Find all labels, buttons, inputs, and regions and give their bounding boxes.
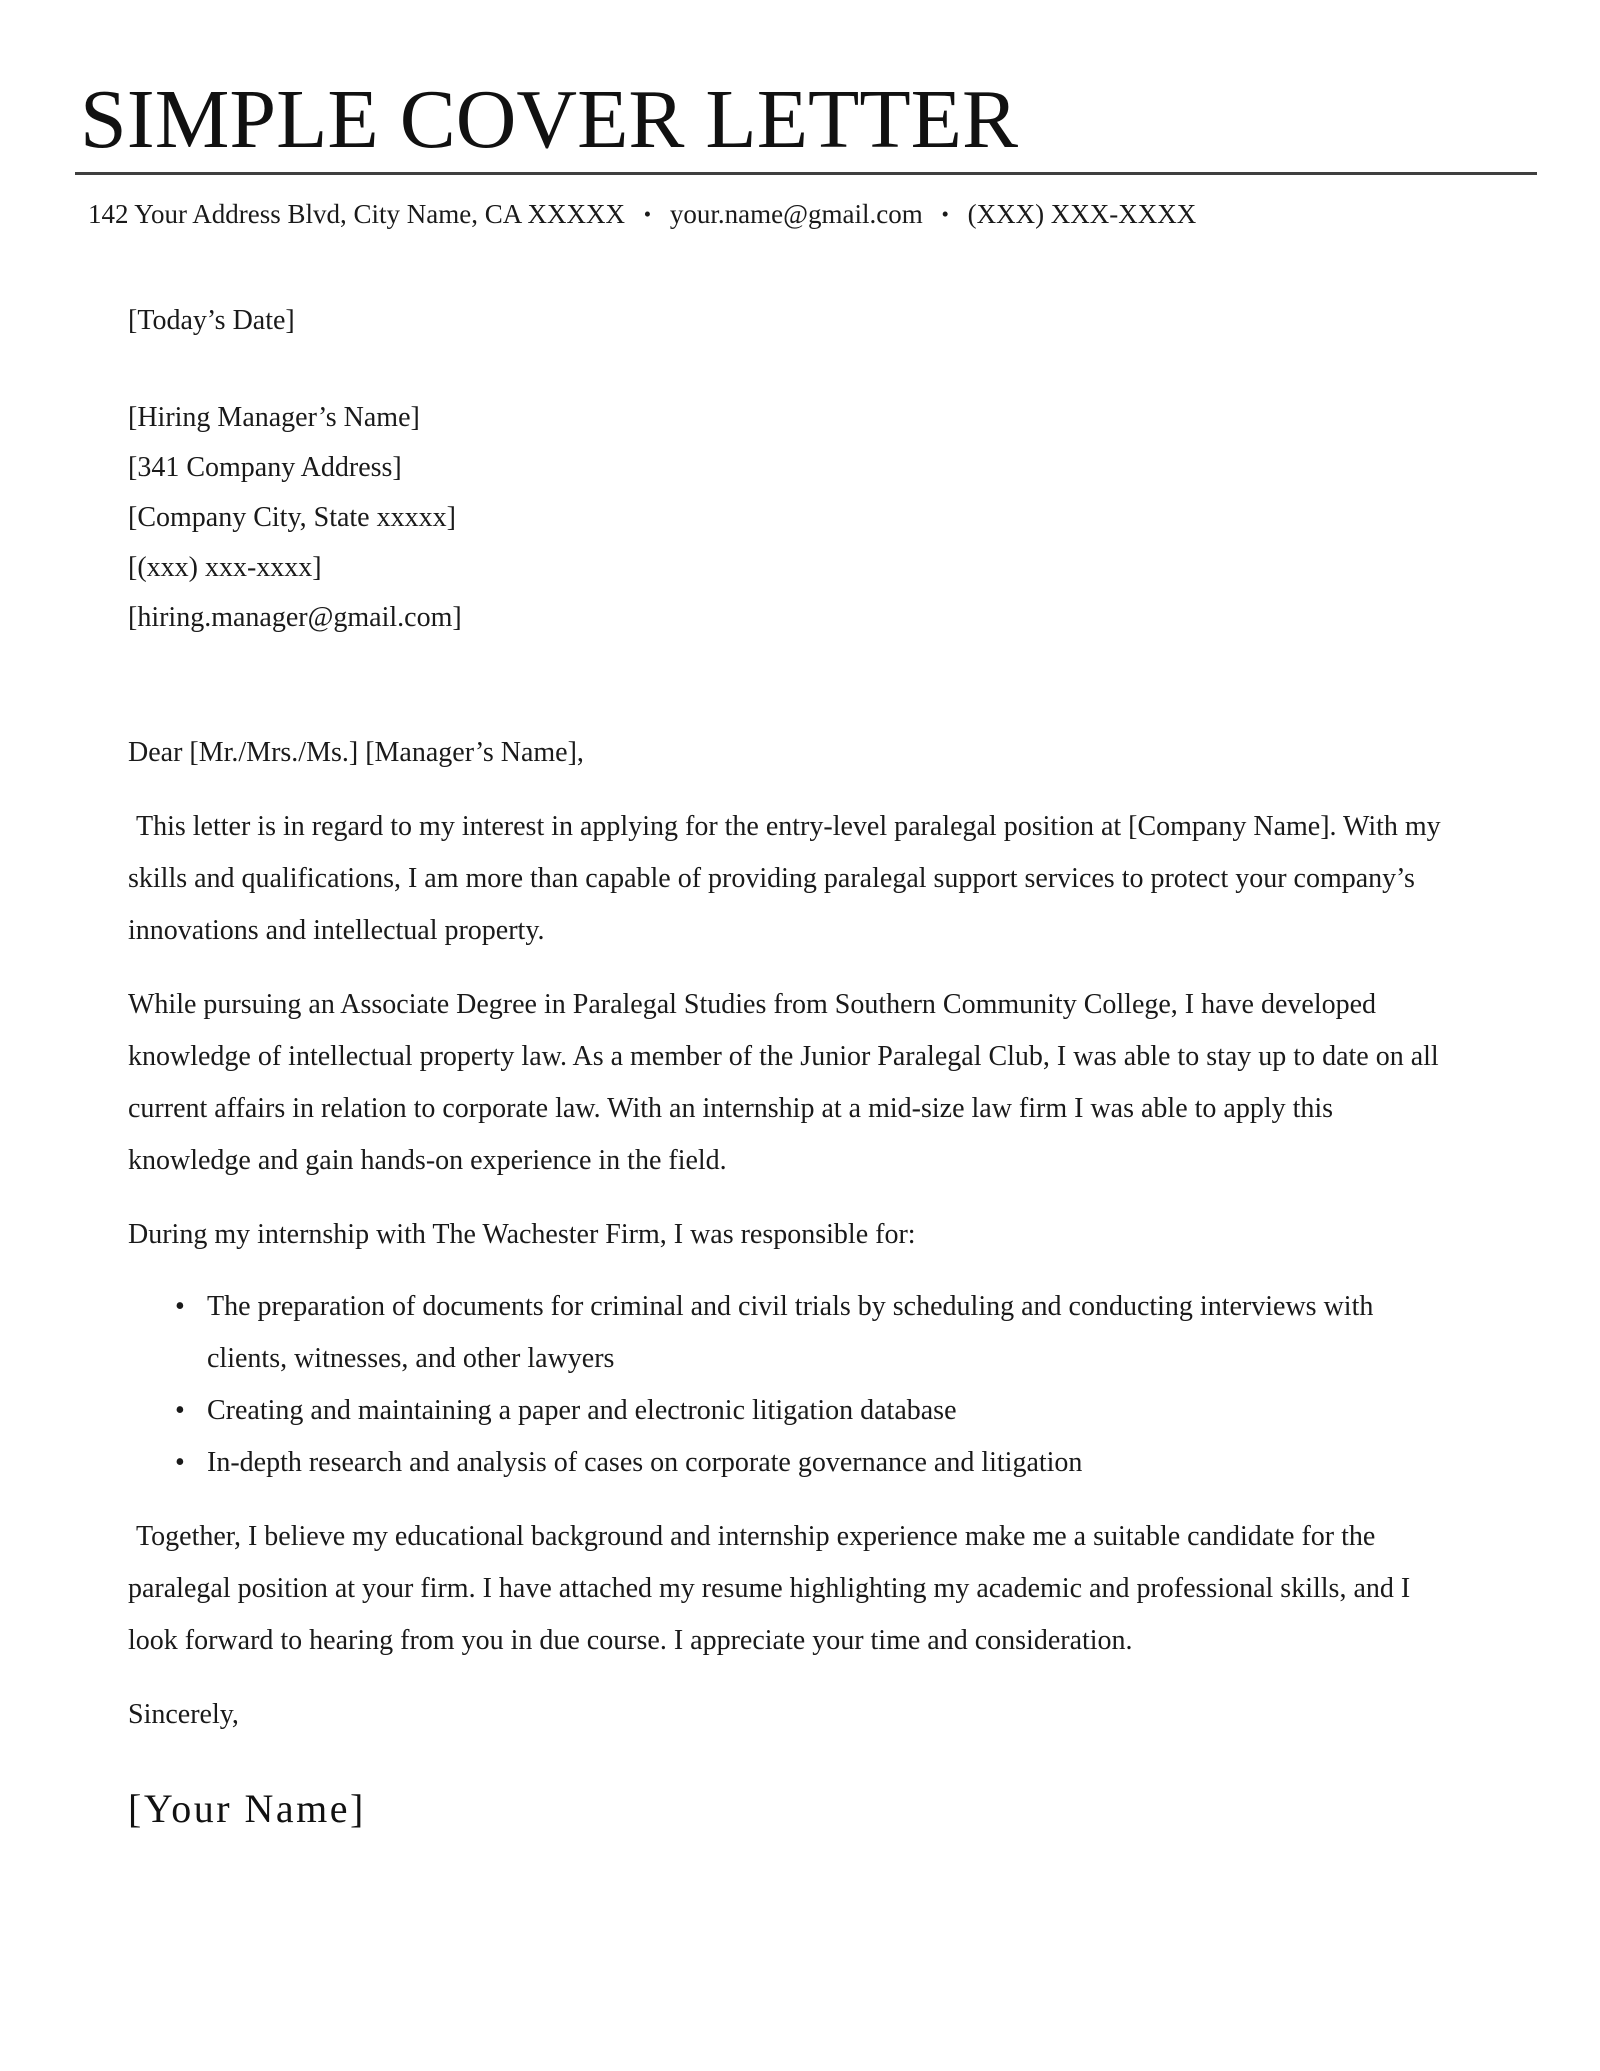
header-divider bbox=[75, 172, 1537, 175]
paragraph-internship-lead: During my internship with The Wachester Firm, I was responsible for: bbox=[128, 1219, 916, 1250]
recipient-block bbox=[128, 393, 1460, 643]
list-item: • Creating and maintaining a paper and electronic litigation database bbox=[207, 1385, 1460, 1437]
recipient-street: [341 Company Address] bbox=[128, 452, 402, 483]
signature-name: [Your Name] bbox=[128, 1786, 366, 1831]
letterhead bbox=[0, 0, 1600, 231]
contact-phone: (XXX) XXX-XXXX bbox=[967, 199, 1197, 229]
letter-body bbox=[0, 295, 1600, 1833]
signoff: Sincerely, bbox=[128, 1699, 239, 1730]
list-item: • In-depth research and analysis of cases on corporate governance and litigation bbox=[207, 1437, 1460, 1489]
page-title: SIMPLE COVER LETTER bbox=[80, 73, 1018, 166]
contact-separator-dot: • bbox=[941, 202, 949, 226]
salutation: Dear [Mr./Mrs./Ms.] [Manager’s Name], bbox=[128, 737, 584, 768]
paragraph-education: While pursuing an Associate Degree in Paralegal Studies from Southern Community College, I have developed knowledge of intellectual property law. As a member of the Junior Paralegal Club, I was able to stay up to date on all current affairs in relation to corporate law. With an internship at a mid-size law firm I was able to apply this knowledge and gain hands-on experience in the field. bbox=[128, 989, 1439, 1176]
contact-line bbox=[88, 197, 1537, 231]
recipient-city-state: [Company City, State xxxxx] bbox=[128, 502, 456, 533]
contact-separator-dot: • bbox=[643, 202, 652, 226]
date-placeholder: [Today’s Date] bbox=[128, 305, 295, 336]
recipient-email: [hiring.manager@gmail.com] bbox=[128, 602, 462, 633]
recipient-name: [Hiring Manager’s Name] bbox=[128, 402, 420, 433]
recipient-phone: [(xxx) xxx-xxxx] bbox=[128, 552, 322, 583]
contact-address: 142 Your Address Blvd, City Name, CA XXXXX bbox=[88, 199, 626, 229]
contact-email: your.name@gmail.com bbox=[669, 199, 923, 229]
responsibilities-list bbox=[128, 1281, 1460, 1489]
paragraph-intro: This letter is in regard to my interest in applying for the entry-level paralegal position at [Company Name]. With my skills and qualifications, I am more than capable of providing paralegal support services to protect your company’s innovations and intellectual property. bbox=[128, 811, 1441, 946]
paragraph-closing: Together, I believe my educational background and internship experience make me a suitable candidate for the paralegal position at your firm. I have attached my resume highlighting my academic and professional skills, and I look forward to hearing from you in due course. I appreciate your time and consideration. bbox=[128, 1521, 1411, 1656]
list-item: • The preparation of documents for criminal and civil trials by scheduling and conducting interviews with clients, witnesses, and other lawyers bbox=[207, 1281, 1460, 1385]
